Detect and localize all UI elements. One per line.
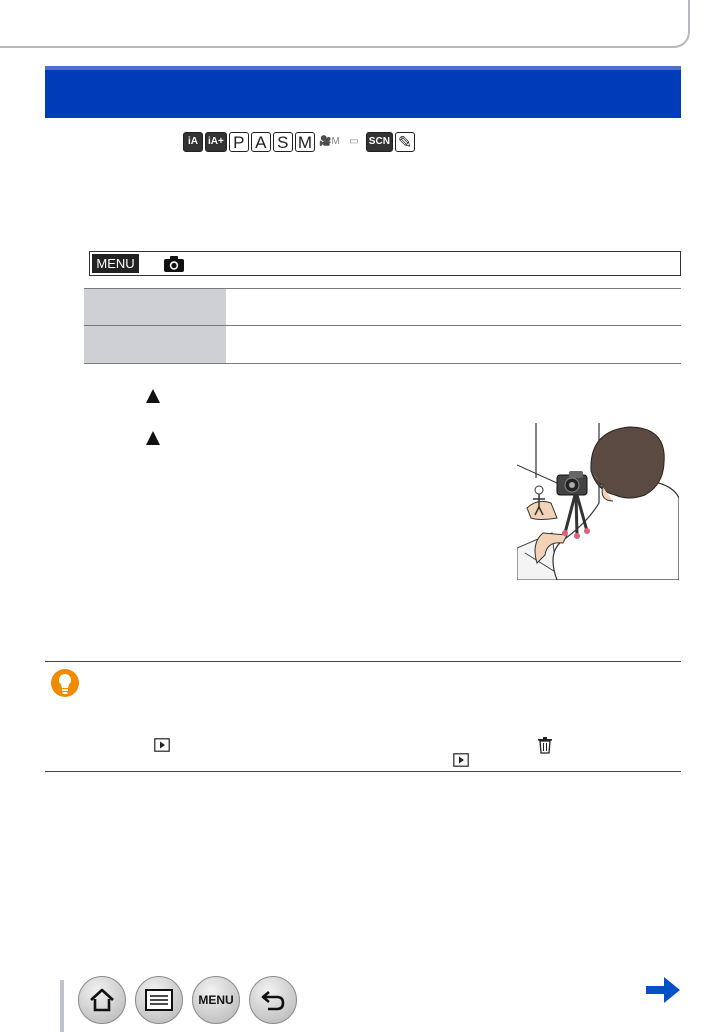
contents-list-icon: [144, 988, 174, 1012]
back-arrow-icon: [259, 988, 287, 1012]
options-table: [84, 288, 681, 364]
option-desc-cell: [226, 326, 681, 364]
mode-m-icon: M: [295, 132, 315, 152]
mode-a-icon: A: [251, 132, 271, 152]
up-button-icon: [146, 431, 160, 445]
mode-ia-plus-icon: iA+: [205, 132, 227, 152]
next-page-arrow-icon[interactable]: [645, 975, 681, 1005]
menu-path-box: [89, 251, 681, 276]
mode-p-icon: P: [229, 132, 249, 152]
mode-s-icon: S: [273, 132, 293, 152]
option-name-cell: [84, 326, 226, 364]
menu-icon: MENU: [198, 993, 234, 1007]
option-name-cell: [84, 288, 226, 326]
nav-divider: [60, 980, 64, 1032]
menu-button[interactable]: [192, 976, 240, 1024]
up-button-icon: [146, 389, 160, 403]
mode-movie-m-icon: 🎥M: [317, 132, 342, 152]
playback-icon: [453, 753, 469, 767]
page-top-frame: [0, 0, 690, 48]
option-desc-cell: [226, 288, 681, 326]
playback-icon: [154, 738, 170, 752]
bottom-navigation: [60, 972, 360, 1032]
table-row: [84, 326, 681, 364]
back-button[interactable]: [249, 976, 297, 1024]
self-shot-illustration: [517, 423, 679, 580]
mode-creative-icon: ✎: [395, 132, 415, 152]
mode-scn-icon: SCN: [366, 132, 393, 152]
mode-panorama-icon: ▭: [344, 132, 364, 152]
tip-divider-top: [45, 661, 681, 662]
camera-icon: [163, 254, 185, 273]
recording-mode-icons: [183, 131, 415, 153]
table-row: [84, 288, 681, 326]
trash-icon: [538, 737, 552, 754]
contents-button[interactable]: [135, 976, 183, 1024]
lightbulb-icon: [50, 668, 80, 698]
home-button[interactable]: [78, 976, 126, 1024]
section-title-bar: [45, 66, 681, 118]
mode-ia-icon: iA: [183, 132, 203, 152]
home-icon: [88, 987, 116, 1013]
tip-divider-bottom: [45, 771, 681, 772]
menu-badge: MENU: [92, 254, 139, 273]
